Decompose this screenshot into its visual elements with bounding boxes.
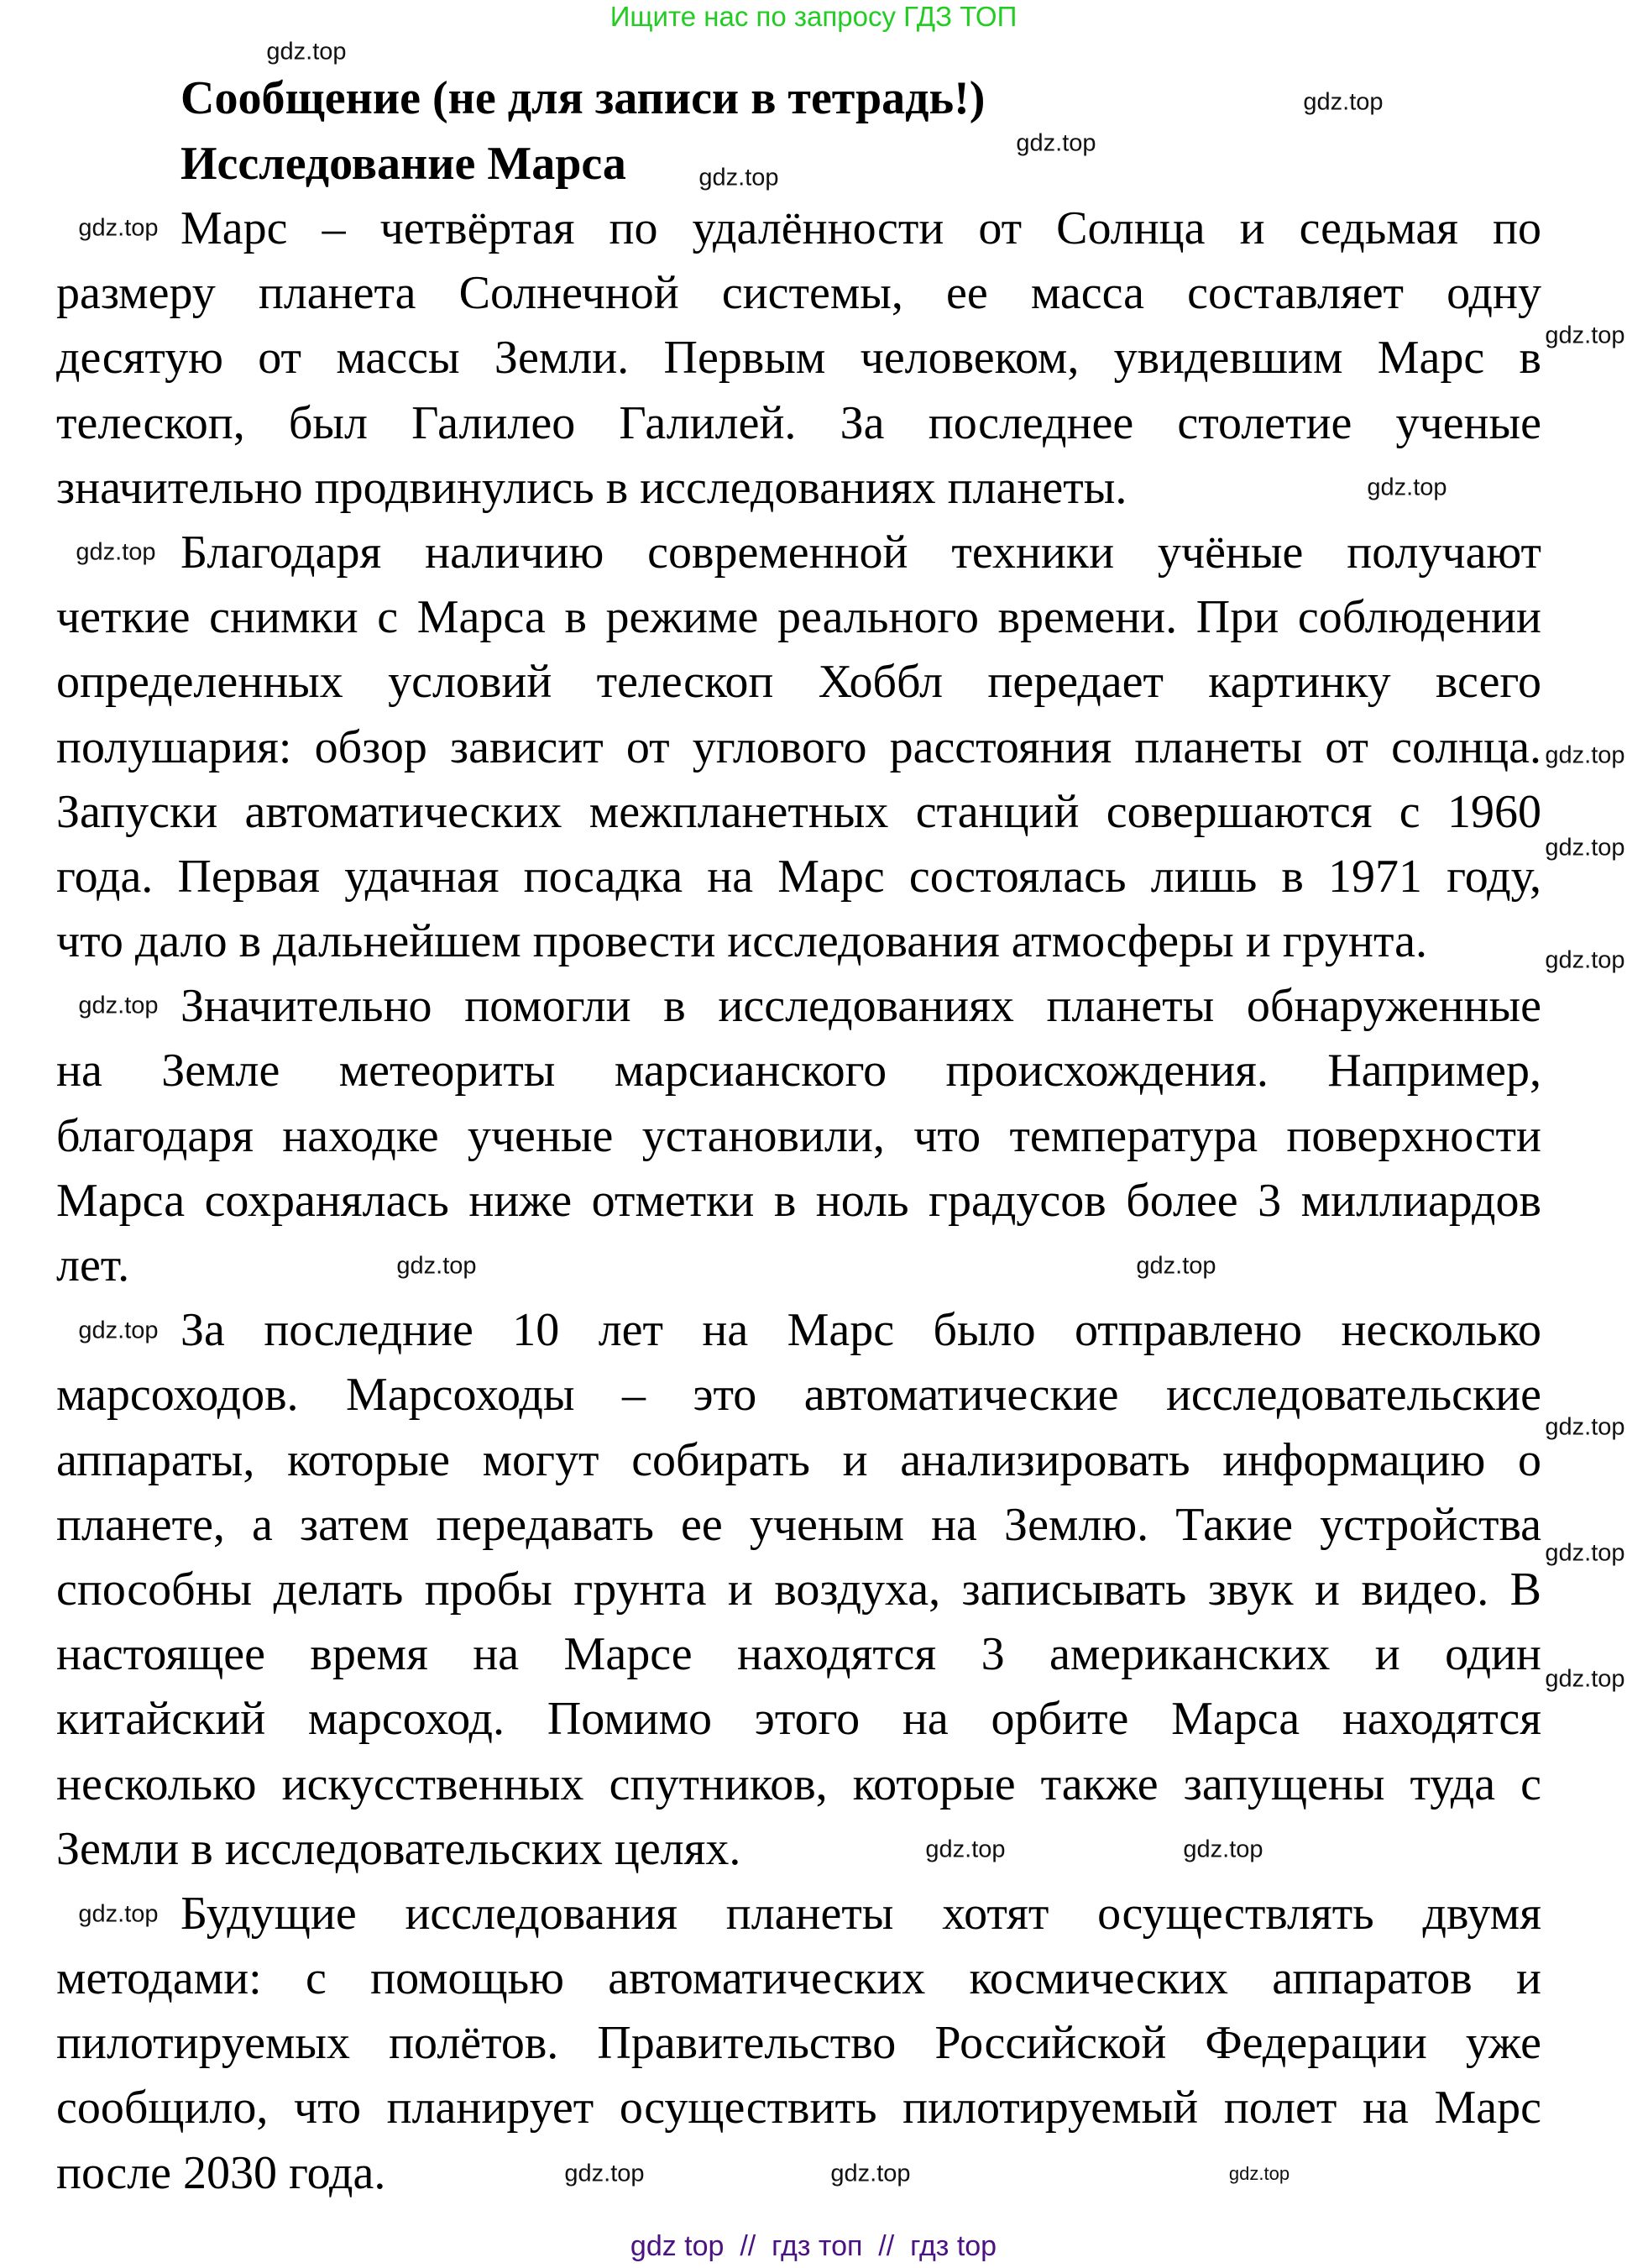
- text-line: настоящее время на Марсе находятся 3 американских и один: [56, 1628, 1541, 1681]
- text-line: методами: с помощью автоматических космических аппаратов и: [56, 1952, 1541, 2005]
- text-line: несколько искусственных спутников, которые также запущены туда с: [56, 1757, 1541, 1810]
- watermark: gdz.top: [1545, 322, 1625, 349]
- text-line: Запуски автоматических межпланетных станций совершаются с 1960: [56, 785, 1541, 838]
- text-line: размеру планета Солнечной системы, ее масса составляет одну: [56, 267, 1541, 320]
- text-line: Марс – четвёртая по удалённости от Солнца и седьмая по: [180, 202, 1541, 254]
- watermark: gdz.top: [76, 538, 156, 566]
- watermark: gdz.top: [78, 214, 159, 242]
- watermark: gdz.top: [698, 164, 779, 191]
- text-line: определенных условий телескоп Хоббл передает картинку всего: [56, 656, 1541, 709]
- watermark: gdz.top: [1545, 1539, 1625, 1567]
- watermark: gdz.top: [1183, 1836, 1263, 1863]
- text-line: четкие снимки с Марса в режиме реального времени. При соблюдении: [56, 591, 1541, 644]
- text-line: китайский марсоход. Помимо этого на орбите Марса находятся: [56, 1693, 1541, 1746]
- text-line: За последние 10 лет на Марс было отправлено несколько: [180, 1304, 1541, 1357]
- watermark: gdz.top: [1016, 129, 1096, 157]
- paragraph: [56, 1298, 1541, 1882]
- watermark: gdz.top: [266, 38, 347, 65]
- watermark: gdz.top: [1228, 2163, 1290, 2184]
- text-line: аппараты, которые могут собирать и анализировать информацию о: [56, 1433, 1541, 1486]
- text-line: марсоходов. Марсоходы – это автоматические исследовательские: [56, 1369, 1541, 1422]
- watermark: gdz.top: [925, 1836, 1006, 1863]
- message-heading: Сообщение (не для записи в тетрадь!): [180, 72, 986, 124]
- text-line: пилотируемых полётов. Правительство Российской Федерации уже: [56, 2017, 1541, 2070]
- watermark: gdz.top: [1545, 741, 1625, 769]
- text-line: Значительно помогли в исследованиях планеты обнаруженные: [180, 980, 1541, 1033]
- watermark: gdz.top: [1367, 474, 1447, 501]
- text-line: значительно продвинулись в исследованиях планеты.: [56, 461, 1127, 514]
- text-line: полушария: обзор зависит от углового расстояния планеты от солнца.: [56, 720, 1541, 773]
- paragraph: [56, 974, 1541, 1298]
- watermark: gdz.top: [1136, 1252, 1216, 1280]
- watermark: gdz.top: [1545, 946, 1625, 974]
- watermark: gdz.top: [1545, 1413, 1625, 1441]
- text-line: после 2030 года.: [56, 2146, 386, 2199]
- watermark: gdz.top: [78, 1900, 159, 1928]
- text-line: Земли в исследовательских целях.: [56, 1822, 741, 1875]
- watermark: gdz.top: [1545, 834, 1625, 862]
- article-body: [56, 196, 1541, 2206]
- search-hint-banner: Ищите нас по запросу ГДЗ ТОП: [609, 1, 1018, 32]
- text-line: Благодаря наличию современной техники учёные получают: [180, 526, 1541, 579]
- text-line: на Земле метеориты марсианского происхождения. Например,: [56, 1045, 1541, 1097]
- text-line: года. Первая удачная посадка на Марс состоялась лишь в 1971 году,: [56, 850, 1541, 903]
- paragraph: [56, 196, 1541, 521]
- text-line: что дало в дальнейшем провести исследования атмосферы и грунта.: [56, 915, 1427, 968]
- watermark: gdz.top: [830, 2160, 911, 2187]
- watermark: gdz.top: [564, 2160, 645, 2187]
- paragraph: [56, 521, 1541, 974]
- text-line: планете, а затем передавать ее ученым на Землю. Такие устройства: [56, 1498, 1541, 1551]
- text-line: Марса сохранялась ниже отметки в ноль градусов более 3 миллиардов: [56, 1174, 1541, 1227]
- text-line: лет.: [56, 1239, 130, 1291]
- page-title: Исследование Марса: [180, 138, 626, 190]
- text-line: способны делать пробы грунта и воздуха, записывать звук и видео. В: [56, 1563, 1541, 1616]
- text-line: десятую от массы Земли. Первым человеком, увидевшим Марс в: [56, 332, 1541, 385]
- footer-links: gdz top // гдз топ // гдз top: [630, 2230, 997, 2262]
- text-line: сообщило, что планирует осуществить пилотируемый полет на Марс: [56, 2082, 1541, 2134]
- watermark: gdz.top: [78, 1317, 159, 1344]
- watermark: gdz.top: [1545, 1665, 1625, 1693]
- text-line: телескоп, был Галилео Галилей. За последнее столетие ученые: [56, 396, 1541, 449]
- watermark: gdz.top: [78, 992, 159, 1019]
- watermark: gdz.top: [396, 1252, 477, 1280]
- text-line: Будущие исследования планеты хотят осуществлять двумя: [180, 1887, 1541, 1940]
- text-line: благодаря находке ученые установили, что температура поверхности: [56, 1109, 1541, 1162]
- watermark: gdz.top: [1303, 88, 1384, 116]
- paragraph: [56, 1882, 1541, 2206]
